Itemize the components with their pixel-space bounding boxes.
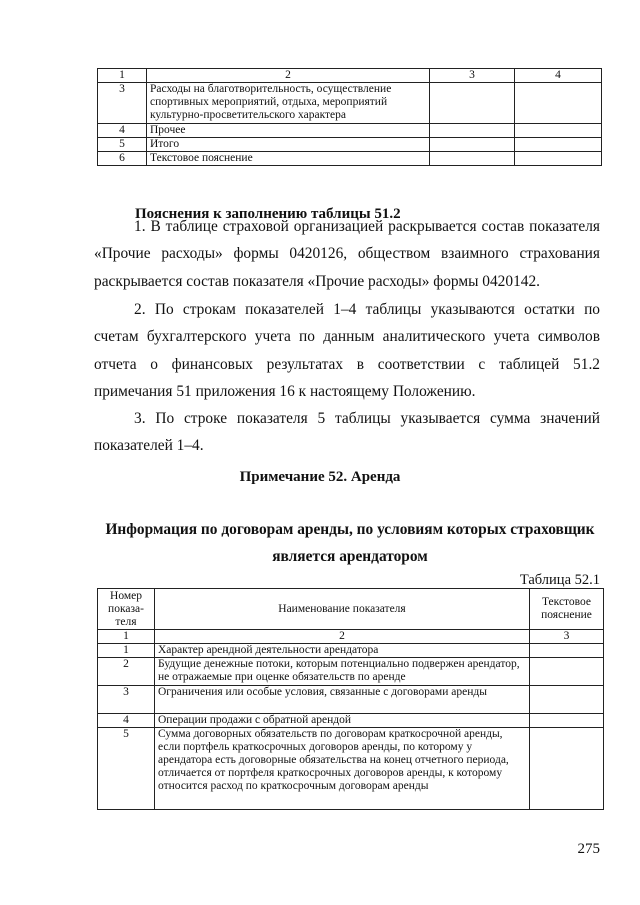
table-title: Информация по договорам аренды, по условиям которых страховщик является арендатором xyxy=(105,521,595,565)
table-index-row xyxy=(98,630,604,644)
header-cell: 1 xyxy=(98,69,147,83)
paragraph-3: 3. По строке показателя 5 таблицы указывается сумма значений показателей 1–4. xyxy=(94,410,600,455)
value-cell xyxy=(515,83,602,124)
table-row xyxy=(98,83,602,124)
table-row xyxy=(98,124,602,138)
row-number: 5 xyxy=(98,728,155,810)
value-cell xyxy=(530,686,604,714)
header-cell: 2 xyxy=(147,69,430,83)
section-title: Примечание 52. Аренда xyxy=(239,469,401,485)
row-number: 2 xyxy=(98,658,155,686)
header-cell: 3 xyxy=(430,69,515,83)
row-name: Текстовое пояснение xyxy=(147,152,430,166)
row-name: Операции продажи с обратной арендой xyxy=(155,714,530,728)
row-number: 4 xyxy=(98,714,155,728)
value-cell xyxy=(430,152,515,166)
table-row xyxy=(98,644,604,658)
value-cell xyxy=(515,138,602,152)
row-name: Итого xyxy=(147,138,430,152)
row-name: Ограничения или особые условия, связанные с договорами аренды xyxy=(155,686,530,714)
table-row xyxy=(98,152,602,166)
row-name: Характер арендной деятельности арендатора xyxy=(155,644,530,658)
row-name: Сумма договорных обязательств по договорам краткосрочной аренды, если портфель краткосрочных договоров аренды, по которому у арендатора есть договорные обязательства на конец отчетного периода, отличается от портфеля краткосрочных договоров аренды, к которому относится расход по краткосрочным договорам аренды xyxy=(155,728,530,810)
value-cell xyxy=(530,658,604,686)
row-number: 1 xyxy=(98,644,155,658)
table-row xyxy=(98,658,604,686)
table-header-row xyxy=(98,69,602,83)
table-row xyxy=(98,138,602,152)
row-name: Будущие денежные потоки, которым потенциально подвержен арендатор, не отражаемые при оценке обязательств по аренде xyxy=(155,658,530,686)
row-name: Расходы на благотворительность, осуществление спортивных мероприятий, отдыха, мероприятий культурно-просветительского характера xyxy=(147,83,430,124)
notes-heading: Пояснения к заполнению таблицы 51.2 xyxy=(135,206,401,222)
header-cell-number: Номер показа-теля xyxy=(98,589,155,630)
table-row xyxy=(98,714,604,728)
value-cell xyxy=(530,644,604,658)
table-caption: Таблица 52.1 xyxy=(519,572,600,588)
row-number: 5 xyxy=(98,138,147,152)
header-cell-name: Наименование показателя xyxy=(155,589,530,630)
table-header-row xyxy=(98,589,604,630)
page-number: 275 xyxy=(577,841,600,857)
table-52-1 xyxy=(97,588,604,810)
table-row xyxy=(98,686,604,714)
row-name: Прочее xyxy=(147,124,430,138)
value-cell xyxy=(430,138,515,152)
table-row xyxy=(98,728,604,810)
value-cell xyxy=(515,124,602,138)
value-cell xyxy=(430,83,515,124)
paragraph-1: 1. В таблице страховой организацией раскрывается состав показателя «Прочие расходы» формы 0420126, обществом взаимного страхования раскрывается состав показателя «Прочие расходы» формы 0420142. xyxy=(94,218,600,290)
index-cell: 1 xyxy=(98,630,155,644)
value-cell xyxy=(515,152,602,166)
index-cell: 2 xyxy=(155,630,530,644)
header-cell-explanation: Текстовое пояснение xyxy=(530,589,604,630)
row-number: 6 xyxy=(98,152,147,166)
header-cell: 4 xyxy=(515,69,602,83)
value-cell xyxy=(530,728,604,810)
paragraph-2: 2. По строкам показателей 1–4 таблицы указываются остатки по счетам бухгалтерского учета по данным аналитического учета символов отчета о финансовых результатах в соответствии с таблицей 51.2 примечания 51 приложения 16 к настоящему Положению. xyxy=(94,301,600,401)
row-number: 4 xyxy=(98,124,147,138)
row-number: 3 xyxy=(98,83,147,124)
value-cell xyxy=(530,714,604,728)
index-cell: 3 xyxy=(530,630,604,644)
row-number: 3 xyxy=(98,686,155,714)
table-51-2 xyxy=(97,68,602,166)
value-cell xyxy=(430,124,515,138)
